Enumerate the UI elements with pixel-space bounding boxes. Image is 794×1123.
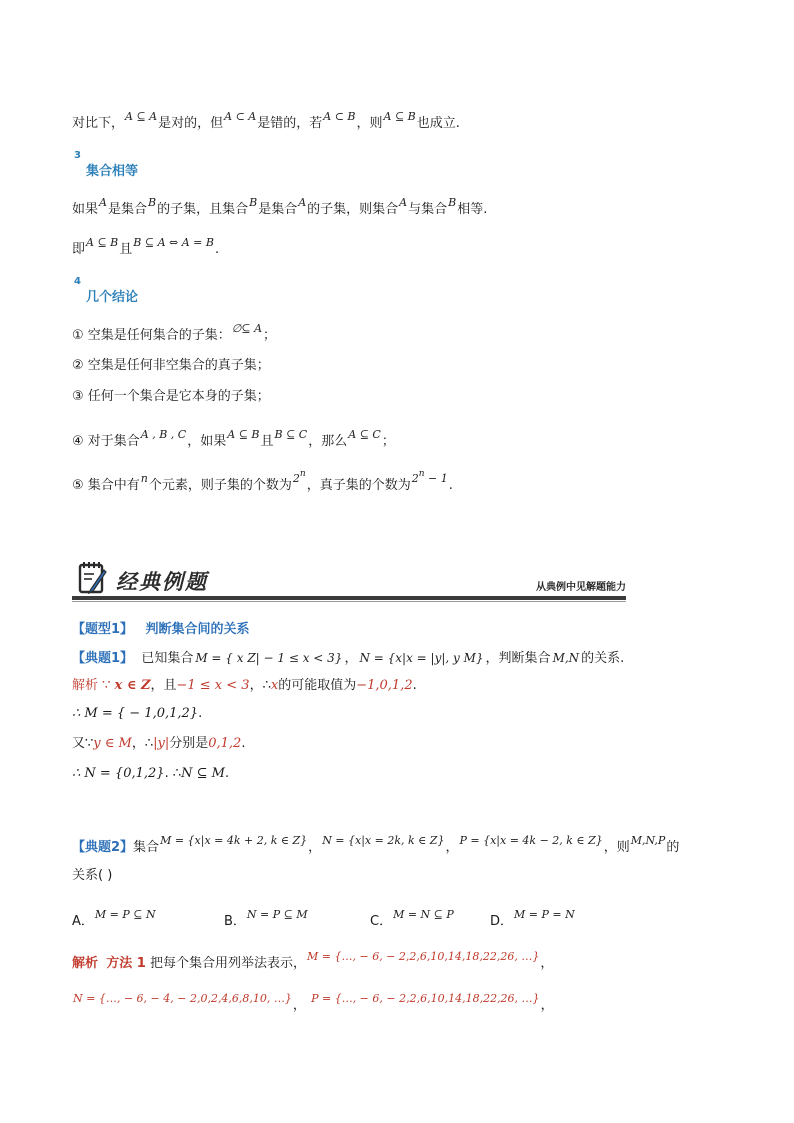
text: 方法 1 — [106, 956, 146, 971]
text: 的可能取值为 — [278, 678, 357, 693]
text: ，那么 — [308, 434, 348, 449]
text: 个元素，则子集的个数为 — [148, 478, 292, 493]
option-label: A． — [72, 914, 94, 929]
text: 又∵ — [72, 736, 94, 751]
text: 的关系. — [581, 651, 625, 666]
text: ； — [263, 328, 277, 343]
text: . — [448, 478, 453, 493]
text: 是集合 — [107, 202, 147, 217]
example-2 — [72, 834, 734, 858]
solution-1-line-2 — [72, 704, 734, 724]
example-tag: 【典题2】 — [72, 840, 134, 855]
section-number: 3 — [74, 150, 81, 161]
option-b[interactable] — [224, 908, 309, 932]
text: 的 — [666, 840, 680, 855]
banner-rule — [72, 596, 626, 600]
text: 是对的，但 — [158, 116, 224, 131]
math: M = {…, − 6, − 2,2,6,10,14,18,22,26, …} — [307, 950, 540, 963]
math: A , B , C — [140, 428, 187, 441]
math: M,N,P — [630, 834, 666, 847]
conclusion-4 — [72, 428, 734, 452]
conclusion-5 — [72, 469, 734, 497]
option-a[interactable] — [72, 908, 157, 932]
banner-title: 经典例题 — [116, 570, 208, 594]
text: . — [198, 706, 203, 721]
math-tail: − 1 — [424, 472, 448, 485]
math: 0,1,2 — [208, 736, 242, 751]
math: n — [140, 472, 148, 485]
solution-2-line-2 — [72, 992, 734, 1016]
text: ，∴ — [131, 736, 154, 751]
math: x — [270, 678, 279, 693]
text: ， — [308, 840, 322, 855]
math: ∅⊆ A — [231, 322, 263, 335]
text: ，∴ — [249, 678, 271, 693]
math: A — [298, 196, 307, 209]
math-exponent: n — [299, 469, 306, 479]
text: ② 空集是任何非空集合的真子集； — [72, 358, 270, 373]
text: 关系( ) — [72, 868, 113, 883]
text: . — [412, 678, 417, 693]
banner-rule-thin — [72, 601, 626, 602]
example-2-line-2 — [72, 866, 734, 886]
math: x ∈ Z — [114, 678, 151, 693]
text: ； — [381, 434, 395, 449]
math: −1,0,1,2 — [356, 678, 413, 693]
math: N = {…, − 6, − 4, − 2,0,2,4,6,8,10, …} — [73, 992, 292, 1005]
math-base: 2 — [292, 472, 300, 485]
math: A ⊆ B — [86, 236, 119, 249]
math: M = P ⊆ N — [94, 908, 156, 921]
answer-options — [72, 908, 734, 934]
text: 把每个集合用列举法表示， — [150, 956, 307, 971]
math: A — [399, 196, 408, 209]
math: N = {x|x = 2k, k ∈ Z} — [322, 834, 445, 847]
math — [292, 469, 306, 485]
math: M,N — [552, 651, 580, 665]
math: A ⊆ C — [348, 428, 381, 441]
math: y ∈ M — [93, 736, 132, 751]
math: M = P = N — [514, 908, 575, 921]
text: ，则 — [356, 116, 383, 131]
example-1 — [72, 648, 734, 669]
text: 分别是 — [169, 736, 209, 751]
text: ， — [540, 956, 554, 971]
math: N = P ⊆ M — [246, 908, 308, 921]
math: A — [99, 196, 107, 209]
option-label: B． — [224, 914, 246, 929]
text: 解析 — [72, 956, 99, 971]
text: ， — [292, 998, 306, 1013]
text: ， — [344, 651, 358, 666]
math: −1 ≤ x < 3 — [176, 678, 250, 693]
section-number: 4 — [74, 276, 81, 287]
paragraph-equality — [72, 196, 734, 220]
text: ④ 对于集合 — [72, 434, 140, 449]
math: N ⊆ M — [181, 766, 225, 781]
notebook-pencil-icon — [78, 560, 108, 594]
math-exponent: n — [418, 469, 425, 479]
topic-title: 判断集合间的关系 — [145, 622, 250, 637]
solution-2-line-1 — [72, 950, 734, 974]
text: . — [214, 242, 220, 257]
banner-subtitle: 从典例中见解题能力 — [536, 582, 626, 593]
math: P = {…, − 6, − 2,2,6,10,14,18,22,26, …} — [311, 992, 540, 1005]
text: ，且 — [150, 678, 177, 693]
text: ，如果 — [187, 434, 227, 449]
math: A ⊆ A — [125, 110, 158, 123]
math: B ⊆ A ⇔ A = B — [133, 236, 214, 249]
math: M = N ⊆ P — [393, 908, 454, 921]
text: 且 — [260, 434, 274, 449]
text: 与集合 — [408, 202, 448, 217]
math: ∴ N = {0,1,2} — [72, 766, 165, 781]
text: 相等. — [457, 202, 488, 217]
math: |y| — [153, 736, 170, 751]
text: 是集合 — [258, 202, 298, 217]
math: B — [147, 196, 157, 209]
text: . — [224, 766, 230, 781]
math: A ⊆ B — [383, 110, 416, 123]
example-tag: 【典题1】 — [72, 651, 134, 666]
text: . ∴ — [164, 766, 182, 781]
math: B — [448, 196, 457, 209]
text: 已知集合 — [141, 651, 194, 666]
text: 对比下， — [72, 116, 125, 131]
math: M = { x Z| − 1 ≤ x < 3} — [195, 651, 343, 665]
option-label: D． — [490, 914, 514, 929]
text: 且 — [119, 242, 133, 257]
text: 即 — [72, 242, 86, 257]
math: A ⊂ B — [323, 110, 356, 123]
text: ① 空集是任何集合的子集： — [72, 328, 231, 343]
paragraph-comparison — [72, 110, 734, 134]
solution-1-line-1 — [72, 676, 734, 696]
math: M = {x|x = 4k + 2, k ∈ Z} — [160, 834, 308, 847]
text: . — [241, 736, 246, 751]
conclusion-3 — [72, 387, 734, 407]
paragraph-equality-formula — [72, 236, 734, 260]
topic-tag: 【题型1】 — [72, 622, 134, 637]
math: A ⊂ A — [224, 110, 257, 123]
math: B — [249, 196, 258, 209]
math: P = {x|x = 4k − 2, k ∈ Z} — [459, 834, 603, 847]
conclusion-1 — [72, 322, 734, 346]
text: 如果 — [72, 202, 99, 217]
text: ，则 — [603, 840, 630, 855]
math: A ⊆ B — [227, 428, 260, 441]
section-title: 集合相等 — [86, 164, 139, 179]
math: N = {x|x = |y|, y M} — [359, 651, 484, 665]
text: 的子集，则集合 — [307, 202, 399, 217]
text: ③ 任何一个集合是它本身的子集； — [72, 389, 270, 404]
option-label: C． — [370, 914, 393, 929]
text: 的子集，且集合 — [157, 202, 249, 217]
text: ，判断集合 — [485, 651, 551, 666]
solution-1-line-4 — [72, 764, 734, 784]
topic-heading — [72, 620, 734, 640]
math — [411, 469, 448, 485]
solution-1-line-3 — [72, 734, 734, 754]
section-banner — [72, 560, 626, 604]
text: 解析 ∵ — [72, 678, 111, 693]
math: ∴ M = { − 1,0,1,2} — [72, 706, 199, 721]
text: 集合 — [133, 840, 160, 855]
text: ， — [445, 840, 459, 855]
text: 也成立. — [416, 116, 460, 131]
option-c[interactable] — [370, 908, 455, 932]
text: ⑤ 集合中有 — [72, 478, 140, 493]
section-title: 几个结论 — [86, 290, 139, 305]
math: B ⊆ C — [274, 428, 308, 441]
conclusion-2 — [72, 356, 734, 376]
text: ，真子集的个数为 — [306, 478, 411, 493]
text: 是错的，若 — [257, 116, 323, 131]
math-base: 2 — [411, 472, 419, 485]
option-d[interactable] — [490, 908, 576, 932]
text: ， — [540, 998, 554, 1013]
